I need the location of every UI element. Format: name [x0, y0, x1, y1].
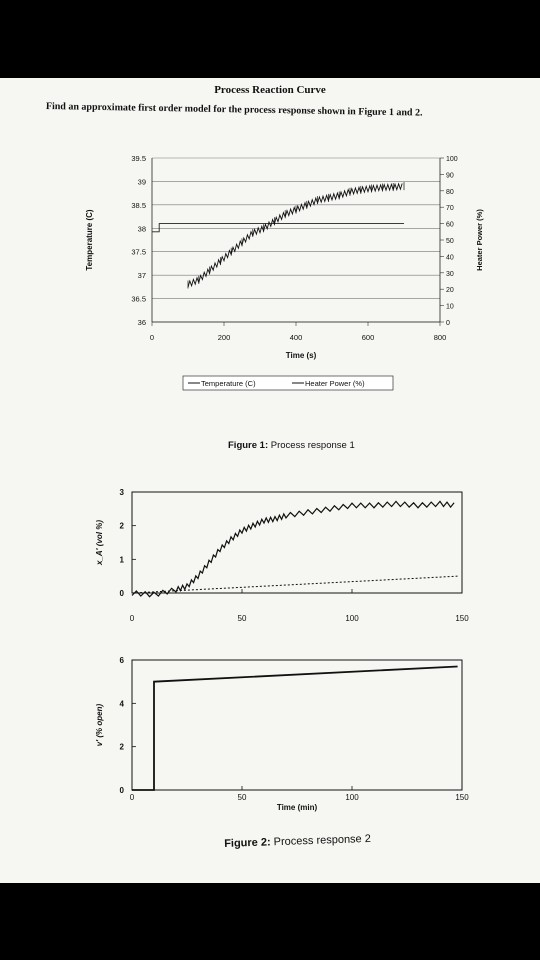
figure2-caption-text: Process response 2 — [273, 832, 372, 849]
y-tick-label: 3 — [119, 488, 124, 497]
y2-tick-label: 60 — [446, 221, 454, 229]
y2-tick-label: 80 — [446, 188, 454, 196]
x-tick-label: 100 — [345, 793, 359, 802]
y-tick-label: 2 — [119, 742, 124, 752]
x-tick-label: 150 — [455, 614, 469, 623]
y-tick-label: 39.5 — [131, 154, 146, 163]
y2-tick-label: 90 — [446, 172, 454, 180]
y2-tick-label: 40 — [446, 254, 454, 262]
x-tick-label: 0 — [129, 614, 135, 623]
y-tick-label: 38 — [137, 224, 146, 234]
y-axis-label: x_A' (vol %) — [95, 519, 104, 566]
figure1-caption-text: Process response 1 — [270, 440, 355, 451]
y-tick-label: 6 — [119, 656, 124, 665]
y2-tick-label: 0 — [446, 320, 450, 327]
x-axis-label: Time (s) — [285, 351, 317, 360]
figure1-caption-label: Figure 1: — [228, 440, 269, 451]
y-tick-label: 37 — [137, 271, 146, 281]
series-heater-power — [152, 224, 404, 232]
series-response — [132, 501, 454, 596]
x-tick-label: 200 — [217, 333, 231, 342]
y2-tick-label: 50 — [446, 238, 454, 245]
y-tick-label: 36.5 — [131, 294, 146, 304]
x-tick-label: 100 — [345, 614, 359, 623]
y-tick-label: 2 — [119, 521, 124, 531]
x-tick-label: 0 — [149, 333, 155, 342]
y2-tick-label: 10 — [446, 303, 454, 311]
y2-tick-label: 30 — [446, 270, 454, 278]
x-tick-label: 50 — [237, 614, 247, 623]
legend-label-heater-power: Heater Power (%) — [305, 379, 365, 388]
y2-tick-label: 20 — [446, 287, 454, 295]
y-axis-label: Temperature (C) — [85, 209, 94, 271]
x-axis-label: Time (min) — [276, 803, 318, 812]
x-tick-label: 0 — [129, 793, 135, 802]
y-axis-label: v' (% open) — [95, 703, 104, 747]
figure1-caption — [228, 440, 355, 451]
plot2-frame — [132, 492, 462, 593]
x-tick-label: 400 — [289, 333, 303, 342]
y-tick-label: 36 — [137, 318, 146, 327]
y2-tick-label: 70 — [446, 205, 454, 213]
document-title: Process Reaction Curve — [214, 84, 326, 96]
y-tick-label: 37.5 — [131, 247, 146, 257]
figure2-caption-label: Figure 2: — [224, 836, 271, 850]
y-tick-label: 39 — [137, 177, 146, 187]
x-tick-label: 50 — [237, 793, 247, 802]
y-tick-label: 1 — [119, 555, 124, 565]
series-valve — [132, 667, 458, 791]
y-tick-label: 0 — [119, 786, 124, 795]
series-temperature — [188, 184, 402, 288]
x-tick-label: 600 — [361, 333, 375, 342]
series-baseline — [132, 576, 458, 593]
y2-tick-label: 100 — [446, 156, 458, 163]
x-tick-label: 800 — [433, 333, 447, 342]
instructions-text: Find an approximate first order model for the process response shown in Figure 1 and 2. — [45, 101, 423, 119]
y-tick-label: 0 — [119, 589, 124, 598]
y2-axis-label: Heater Power (%) — [475, 209, 484, 271]
y-tick-label: 4 — [119, 699, 124, 709]
legend-label-temperature: Temperature (C) — [201, 379, 256, 388]
x-tick-label: 150 — [455, 793, 469, 802]
y-tick-label: 38.5 — [131, 200, 146, 210]
